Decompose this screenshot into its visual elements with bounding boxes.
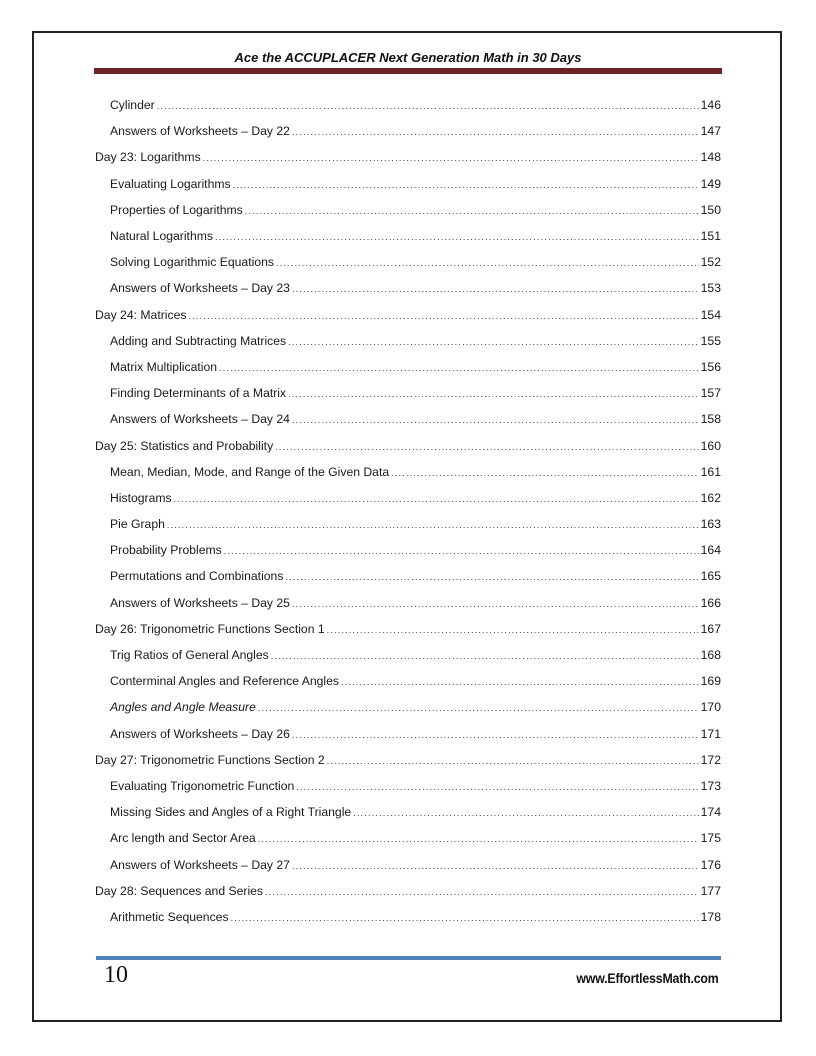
toc-entry-page-number: 168	[700, 648, 721, 663]
website-url[interactable]: www.EffortlessMath.com	[576, 970, 719, 986]
toc-entry-title: Properties of Logarithms	[110, 202, 243, 217]
toc-dot-leader	[327, 626, 699, 635]
toc-entry-title: Answers of Worksheets – Day 23	[110, 281, 290, 296]
toc-dot-leader	[233, 181, 699, 190]
toc-chapter-entry[interactable]	[95, 747, 721, 773]
toc-dot-leader	[271, 652, 699, 661]
toc-section-entry[interactable]	[95, 223, 721, 249]
toc-section-entry[interactable]	[95, 275, 721, 301]
toc-section-entry[interactable]	[95, 537, 721, 563]
running-header-title: Ace the ACCUPLACER Next Generation Math in 30 Days	[234, 50, 582, 65]
toc-dot-leader	[292, 862, 699, 871]
toc-chapter-entry[interactable]	[95, 616, 721, 642]
toc-entry-page-number: 166	[700, 595, 721, 610]
toc-dot-leader	[292, 128, 699, 137]
toc-entry-title: Evaluating Logarithms	[110, 176, 231, 191]
toc-entry-page-number: 161	[700, 464, 721, 479]
toc-entry-page-number: 165	[700, 569, 721, 584]
toc-section-entry[interactable]	[95, 171, 721, 197]
toc-dot-leader	[265, 888, 699, 897]
page-number: 10	[104, 962, 128, 988]
toc-entry-page-number: 174	[700, 805, 721, 820]
toc-entry-title: Answers of Worksheets – Day 26	[110, 726, 290, 741]
toc-entry-page-number: 163	[700, 517, 721, 532]
toc-dot-leader	[288, 338, 699, 347]
toc-entry-page-number: 176	[700, 857, 721, 872]
toc-entry-title: Answers of Worksheets – Day 22	[110, 124, 290, 139]
toc-section-entry[interactable]	[95, 773, 721, 799]
toc-section-entry[interactable]	[95, 511, 721, 537]
toc-section-entry[interactable]	[95, 904, 721, 930]
toc-dot-leader	[353, 809, 698, 818]
toc-dot-leader	[258, 704, 699, 713]
toc-entry-title: Finding Determinants of a Matrix	[110, 386, 287, 401]
toc-dot-leader	[292, 416, 699, 425]
toc-dot-leader	[215, 233, 699, 242]
toc-entry-title: Matrix Multiplication	[110, 359, 218, 374]
toc-dot-leader	[288, 390, 699, 399]
toc-entry-title: Solving Logarithmic Equations	[110, 255, 274, 270]
toc-entry-title: Day 28: Sequences and Series	[95, 883, 264, 898]
toc-entry-title: Arithmetic Sequences	[110, 909, 229, 924]
toc-section-entry[interactable]	[95, 694, 721, 720]
toc-chapter-entry[interactable]	[95, 878, 721, 904]
toc-entry-page-number: 175	[700, 831, 721, 846]
toc-section-entry[interactable]	[95, 197, 721, 223]
toc-dot-leader	[292, 600, 699, 609]
toc-dot-leader	[231, 914, 699, 923]
toc-section-entry[interactable]	[95, 668, 721, 694]
toc-entry-page-number: 150	[700, 202, 721, 217]
toc-entry-title: Angles and Angle Measure	[110, 700, 256, 715]
toc-entry-title: Missing Sides and Angles of a Right Triangle	[110, 805, 352, 820]
toc-entry-page-number: 149	[700, 176, 721, 191]
toc-entry-page-number: 148	[700, 150, 721, 165]
toc-chapter-entry[interactable]	[95, 302, 721, 328]
toc-entry-page-number: 156	[700, 359, 721, 374]
toc-entry-title: Histograms	[110, 490, 172, 505]
toc-entry-page-number: 151	[700, 229, 721, 244]
toc-section-entry[interactable]	[95, 92, 721, 118]
toc-section-entry[interactable]	[95, 380, 721, 406]
toc-entry-title: Answers of Worksheets – Day 24	[110, 412, 290, 427]
toc-entry-page-number: 162	[700, 490, 721, 505]
toc-dot-leader	[276, 259, 699, 268]
toc-entry-page-number: 164	[700, 543, 721, 558]
toc-entry-title: Answers of Worksheets – Day 27	[110, 857, 290, 872]
toc-dot-leader	[391, 469, 699, 478]
toc-dot-leader	[219, 364, 699, 373]
toc-entry-title: Day 23: Logarithms	[95, 150, 201, 165]
toc-dot-leader	[275, 443, 698, 452]
toc-entry-title: Answers of Worksheets – Day 25	[110, 595, 290, 610]
toc-entry-page-number: 170	[700, 700, 721, 715]
toc-entry-title: Day 27: Trigonometric Functions Section 2	[95, 752, 325, 767]
toc-entry-page-number: 173	[700, 778, 721, 793]
toc-entry-page-number: 146	[700, 98, 721, 113]
toc-entry-title: Arc length and Sector Area	[110, 831, 256, 846]
toc-dot-leader	[157, 102, 699, 111]
toc-section-entry[interactable]	[95, 825, 721, 851]
toc-section-entry[interactable]	[95, 328, 721, 354]
toc-entry-page-number: 178	[700, 909, 721, 924]
toc-entry-page-number: 157	[700, 386, 721, 401]
toc-entry-title: Day 26: Trigonometric Functions Section 1	[95, 621, 325, 636]
toc-section-entry[interactable]	[95, 485, 721, 511]
toc-dot-leader	[327, 757, 699, 766]
toc-entry-page-number: 154	[700, 307, 721, 322]
header-divider	[94, 68, 722, 74]
toc-entry-page-number: 160	[700, 438, 721, 453]
toc-section-entry[interactable]	[95, 721, 721, 747]
toc-dot-leader	[292, 731, 699, 740]
toc-entry-page-number: 177	[700, 883, 721, 898]
toc-entry-title: Pie Graph	[110, 517, 165, 532]
toc-dot-leader	[203, 154, 699, 163]
toc-dot-leader	[174, 495, 699, 504]
toc-section-entry[interactable]	[95, 563, 721, 589]
toc-entry-title: Day 24: Matrices	[95, 307, 187, 322]
toc-dot-leader	[245, 207, 699, 216]
toc-section-entry[interactable]	[95, 249, 721, 275]
toc-entry-title: Probability Problems	[110, 543, 222, 558]
toc-entry-title: Conterminal Angles and Reference Angles	[110, 674, 339, 689]
toc-dot-leader	[167, 521, 699, 530]
toc-dot-leader	[296, 783, 698, 792]
toc-entry-title: Adding and Subtracting Matrices	[110, 333, 287, 348]
toc-entry-page-number: 152	[700, 255, 721, 270]
toc-section-entry[interactable]	[95, 851, 721, 877]
toc-dot-leader	[224, 547, 699, 556]
toc-entry-page-number: 147	[700, 124, 721, 139]
toc-entry-title: Mean, Median, Mode, and Range of the Given Data	[110, 464, 390, 479]
toc-dot-leader	[292, 285, 699, 294]
toc-section-entry[interactable]	[95, 459, 721, 485]
toc-entry-page-number: 172	[700, 752, 721, 767]
toc-section-entry[interactable]	[95, 642, 721, 668]
toc-dot-leader	[341, 678, 699, 687]
toc-entry-page-number: 153	[700, 281, 721, 296]
toc-entry-title: Day 25: Statistics and Probability	[95, 438, 274, 453]
toc-dot-leader	[258, 835, 699, 844]
toc-dot-leader	[188, 312, 698, 321]
toc-entry-page-number: 167	[700, 621, 721, 636]
toc-section-entry[interactable]	[95, 118, 721, 144]
toc-chapter-entry[interactable]	[95, 432, 721, 458]
toc-section-entry[interactable]	[95, 354, 721, 380]
toc-section-entry[interactable]	[95, 590, 721, 616]
toc-entry-title: Evaluating Trigonometric Function	[110, 778, 295, 793]
footer-divider	[96, 956, 721, 960]
toc-entry-title: Cylinder	[110, 98, 155, 113]
toc-entry-page-number: 158	[700, 412, 721, 427]
toc-entry-title: Trig Ratios of General Angles	[110, 648, 269, 663]
toc-chapter-entry[interactable]	[95, 144, 721, 170]
toc-section-entry[interactable]	[95, 799, 721, 825]
toc-entry-title: Natural Logarithms	[110, 229, 213, 244]
toc-section-entry[interactable]	[95, 406, 721, 432]
toc-dot-leader	[285, 573, 698, 582]
toc-entry-page-number: 169	[700, 674, 721, 689]
toc-entry-page-number: 171	[700, 726, 721, 741]
toc-entry-page-number: 155	[700, 333, 721, 348]
table-of-contents	[95, 92, 721, 930]
toc-entry-title: Permutations and Combinations	[110, 569, 284, 584]
